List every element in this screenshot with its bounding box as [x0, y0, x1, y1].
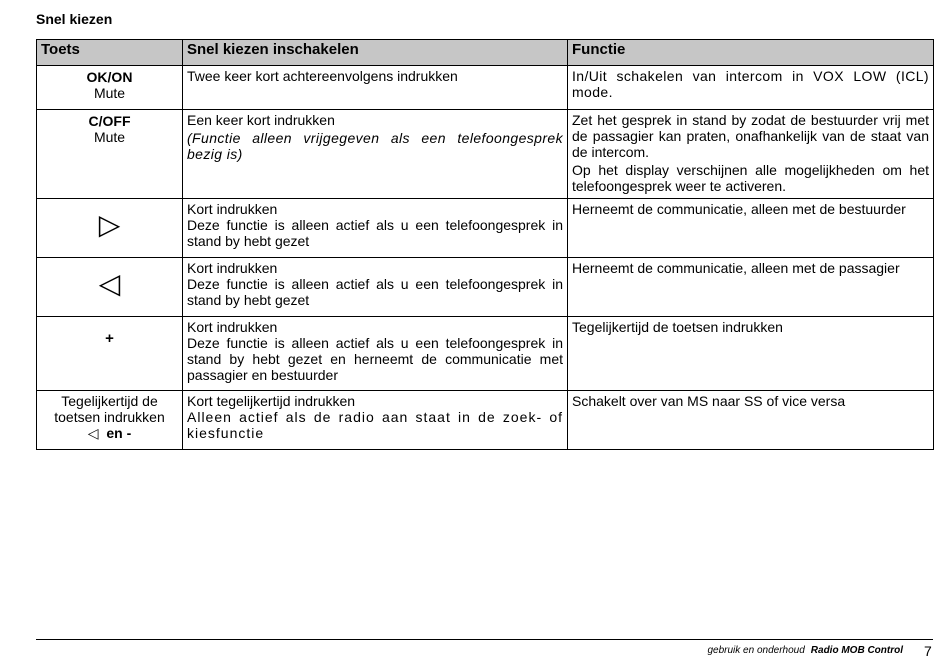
key-combo — [41, 425, 178, 441]
key-sublabel: Mute — [93, 129, 126, 145]
table-row — [37, 258, 934, 317]
key-cell — [37, 317, 183, 391]
action-note: Deze functie is alleen actief als u een telefoongesprek in stand by hebt gezet — [187, 276, 563, 308]
function-text: In/Uit schakelen van intercom in VOX LOW (ICL) mode. — [572, 68, 929, 100]
key-text: Tegelijkertijd de — [61, 393, 158, 409]
key-cell — [37, 110, 183, 199]
action-cell — [183, 317, 568, 391]
plus-key-icon: + — [105, 330, 114, 347]
function-text: Schakelt over van MS naar SS of vice versa — [572, 393, 846, 409]
action-note: Deze functie is alleen actief als u een telefoongesprek in stand by hebt gezet — [187, 217, 563, 249]
key-cell — [37, 258, 183, 317]
action-text: Een keer kort indrukken — [187, 112, 335, 128]
function-cell — [568, 110, 934, 199]
table-row — [37, 110, 934, 199]
quick-dial-table — [36, 39, 934, 450]
function-text: Herneemt de communicatie, alleen met de bestuurder — [572, 201, 906, 217]
key-label: C/OFF — [88, 113, 131, 129]
action-cell — [183, 258, 568, 317]
table-row — [37, 199, 934, 258]
page-number: 7 — [924, 643, 932, 659]
header-function: Functie — [568, 40, 934, 66]
function-cell — [568, 317, 934, 391]
footer — [707, 645, 903, 656]
action-cell — [183, 391, 568, 450]
footer-product: Radio MOB Control — [810, 645, 903, 656]
function-text: Herneemt de communicatie, alleen met de passagier — [572, 260, 900, 276]
key-cell — [37, 391, 183, 450]
key-label: OK/ON — [86, 69, 133, 85]
action-text: Twee keer kort achtereenvolgens indrukken — [187, 68, 458, 84]
action-cell — [183, 110, 568, 199]
function-text: Op het display verschijnen alle mogelijkheden om het telefoongesprek weer te activeren. — [572, 162, 929, 194]
function-cell — [568, 66, 934, 110]
footer-divider — [36, 639, 933, 640]
key-cell — [37, 199, 183, 258]
header-key: Toets — [37, 40, 183, 66]
action-cell — [183, 199, 568, 258]
function-text: Zet het gesprek in stand by zodat de bestuurder vrij met de passagier kan praten, onafhankelijk van de staat van de intercom. — [572, 112, 929, 160]
action-note: Deze functie is alleen actief als u een telefoongesprek in stand by hebt gezet en herneemt de communicatie met passagier en bestuurder — [187, 335, 563, 383]
action-text: Kort indrukken — [187, 201, 278, 217]
key-cell — [37, 66, 183, 110]
action-note: Alleen actief als de radio aan staat in de zoek- of kiesfunctie — [187, 409, 563, 441]
header-activation: Snel kiezen inschakelen — [183, 40, 568, 66]
action-cell — [183, 66, 568, 110]
function-cell — [568, 258, 934, 317]
function-cell — [568, 199, 934, 258]
action-text: Kort indrukken — [187, 319, 278, 335]
key-sublabel: Mute — [93, 85, 126, 101]
left-triangle-icon: ◁ — [87, 425, 99, 441]
function-text: Tegelijkertijd de toetsen indrukken — [572, 319, 783, 335]
footer-section: gebruik en onderhoud — [707, 645, 805, 656]
page-title: Snel kiezen — [36, 11, 113, 27]
left-triangle-icon: ◁ — [98, 268, 121, 299]
table-row — [37, 391, 934, 450]
table-row — [37, 66, 934, 110]
action-note: (Functie alleen vrijgegeven als een telefoongesprek bezig is) — [187, 130, 563, 162]
action-text: Kort tegelijkertijd indrukken — [187, 393, 356, 409]
action-text: Kort indrukken — [187, 260, 278, 276]
key-combo-label: en - — [106, 425, 132, 441]
table-header-row — [37, 40, 934, 66]
key-text: toetsen indrukken — [54, 409, 165, 425]
right-triangle-icon: ▷ — [98, 209, 121, 240]
function-cell — [568, 391, 934, 450]
table-row — [37, 317, 934, 391]
